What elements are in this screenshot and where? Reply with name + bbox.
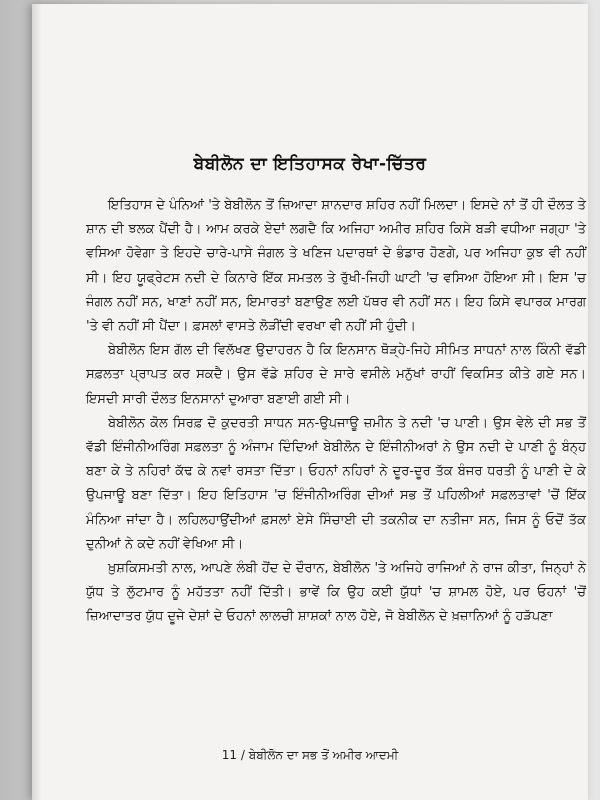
paragraph-1: ਇਤਿਹਾਸ ਦੇ ਪੰਨਿਆਂ 'ਤੇ ਬੇਬੀਲੋਨ ਤੋਂ ਜ਼ਿਆਦਾ ਸ਼ਾਨਦਾਰ ਸ਼ਹਿਰ ਨਹੀਂ ਮਿਲਦਾ। ਇਸਦੇ ਨਾਂ ਤੋਂ ਹੀ ਦੌਲਤ ਤੇ ਸ਼ਾਨ ਦੀ ਝਲਕ ਪੈਂਦੀ ਹੈ। ਆਮ ਕਰਕੇ ਏਦਾਂ ਲਗਦੈ ਕਿ ਅਜਿਹਾ ਅਮੀਰ ਸ਼ਹਿਰ ਕਿਸੇ ਬੜੀ ਵਧੀਆ ਜਗ੍ਹਾ 'ਤੇ ਵਸਿਆ ਹੋਵੇਗਾ ਤੇ ਇਹਦੇ ਚਾਰੇ-ਪਾਸੇ ਜੰਗਲ ਤੇ ਖਣਿਜ ਪਦਾਰਥਾਂ ਦੇ ਭੰਡਾਰ ਹੋਣਗੇ, ਪਰ ਅਜਿਹਾ ਕੁਝ ਵੀ ਨਹੀਂ ਸੀ। ਇਹ ਯੂਫ੍ਰੇਟਸ ਨਦੀ ਦੇ ਕਿਨਾਰੇ ਇੱਕ ਸਮਤਲ ਤੇ ਰੁੱਖੀ-ਜਿਹੀ ਘਾਟੀ 'ਚ ਵਸਿਆ ਹੋਇਆ ਸੀ। ਇਸ 'ਚ ਜੰਗਲ ਨਹੀਂ ਸਨ, ਖਾਣਾਂ ਨਹੀਂ ਸਨ, ਇਮਾਰਤਾਂ ਬਣਾਉਣ ਲਈ ਪੱਥਰ ਵੀ ਨਹੀਂ ਸਨ। ਇਹ ਕਿਸੇ ਵਪਾਰਕ ਮਾਰਗ 'ਤੇ ਵੀ ਨਹੀਂ ਸੀ ਪੈਂਦਾ। ਫ਼ਸਲਾਂ ਵਾਸਤੇ ਲੋੜੀਂਦੀ ਵਰਖਾ ਵੀ ਨਹੀਂ ਸੀ ਹੁੰਦੀ। bbox=[86, 198, 586, 335]
footer-separator: / bbox=[240, 748, 249, 762]
paragraph-2: ਬੇਬੀਲੋਨ ਇਸ ਗੱਲ ਦੀ ਵਿਲੱਖਣ ਉਦਾਹਰਨ ਹੈ ਕਿ ਇਨਸਾਨ ਥੋੜ੍ਹੇ-ਜਿਹੇ ਸੀਮਿਤ ਸਾਧਨਾਂ ਨਾਲ ਕਿੰਨੀ ਵੱਡੀ ਸਫ਼ਲਤਾ ਪ੍ਰਾਪਤ ਕਰ ਸਕਦੈ। ਉਸ ਵੱਡੇ ਸ਼ਹਿਰ ਦੇ ਸਾਰੇ ਵਸੀਲੇ ਮਨੁੱਖਾਂ ਰਾਹੀਂ ਵਿਕਸਿਤ ਕੀਤੇ ਗਏ ਸਨ। ਇਸਦੀ ਸਾਰੀ ਦੌਲਤ ਇਨਸਾਨਾਂ ਦੁਆਰਾ ਬਣਾਈ ਗਈ ਸੀ। bbox=[86, 343, 586, 407]
paragraph-4: ਖ਼ੁਸ਼ਕਿਸਮਤੀ ਨਾਲ, ਆਪਣੇ ਲੰਬੀ ਹੋਂਦ ਦੇ ਦੌਰਾਨ, ਬੇਬੀਲੋਨ 'ਤੇ ਅਜਿਹੇ ਰਾਜਿਆਂ ਨੇ ਰਾਜ ਕੀਤਾ, ਜਿਨ੍ਹਾਂ ਨੇ ਯੁੱਧ ਤੇ ਲੁੱਟਮਾਰ ਨੂੰ ਮਹੱਤਤਾ ਨਹੀਂ ਦਿੱਤੀ। ਭਾਵੇਂ ਕਿ ਉਹ ਕਈ ਯੁੱਧਾਂ 'ਚ ਸ਼ਾਮਲ ਹੋਏ, ਪਰ ਓਹਨਾਂ 'ਚੋਂ ਜ਼ਿਆਦਾਤਰ ਯੁੱਧ ਦੂਜੇ ਦੇਸ਼ਾਂ ਦੇ ਓਹਨਾਂ ਲਾਲਚੀ ਸ਼ਾਸ਼ਕਾਂ ਨਾਲ ਹੋਏ, ਜੋ ਬੇਬੀਲੋਨ ਦੇ ਖ਼ਜ਼ਾਨਿਆਂ ਨੂੰ ਹੜੱਪਣਾ bbox=[86, 561, 586, 625]
page-footer bbox=[32, 748, 588, 763]
book-title: ਬੇਬੀਲੋਨ ਦਾ ਸਭ ਤੋਂ ਅਮੀਰ ਆਦਮੀ bbox=[248, 748, 399, 762]
page-number: 11 bbox=[221, 748, 238, 762]
chapter-title: ਬੇਬੀਲੋਨ ਦਾ ਇਤਿਹਾਸਕ ਰੇਖਾ-ਚਿੱਤਰ bbox=[193, 154, 427, 174]
page-gutter-shadow bbox=[32, 4, 42, 800]
body-text bbox=[86, 194, 586, 630]
book-page bbox=[32, 4, 588, 800]
paragraph-3: ਬੇਬੀਲੋਨ ਕੋਲ ਸਿਰਫ਼ ਦੋ ਕੁਦਰਤੀ ਸਾਧਨ ਸਨ-ਉਪਜਾਊ ਜ਼ਮੀਨ ਤੇ ਨਦੀ 'ਚ ਪਾਣੀ। ਉਸ ਵੇਲੇ ਦੀ ਸਭ ਤੋਂ ਵੱਡੀ ਇੰਜੀਨੀਅਰਿੰਗ ਸਫ਼ਲਤਾ ਨੂੰ ਅੰਜਾਮ ਦਿੰਦਿਆਂ ਬੇਬੀਲੋਨ ਦੇ ਇੰਜੀਨੀਅਰਾਂ ਨੇ ਉਸ ਨਦੀ ਦੇ ਪਾਣੀ ਨੂੰ ਬੰਨ੍ਹ ਬਣਾ ਕੇ ਤੇ ਨਹਿਰਾਂ ਕੱਢ ਕੇ ਨਵਾਂ ਰਸਤਾ ਦਿੱਤਾ। ਓਹਨਾਂ ਨਹਿਰਾਂ ਨੇ ਦੂਰ-ਦੂਰ ਤੱਕ ਬੰਜਰ ਧਰਤੀ ਨੂੰ ਪਾਣੀ ਦੇ ਕੇ ਉਪਜਾਊ ਬਣਾ ਦਿੱਤਾ। ਇਹ ਇਤਿਹਾਸ 'ਚ ਇੰਜੀਨੀਅਰਿੰਗ ਦੀਆਂ ਸਭ ਤੋਂ ਪਹਿਲੀਆਂ ਸਫ਼ਲਤਾਵਾਂ 'ਚੋਂ ਇੱਕ ਮੰਨਿਆ ਜਾਂਦਾ ਹੈ। ਲਹਿਲਹਾਉਂਦੀਆਂ ਫ਼ਸਲਾਂ ਏਸੇ ਸਿੰਚਾਈ ਦੀ ਤਕਨੀਕ ਦਾ ਨਤੀਜਾ ਸਨ, ਜਿਸ ਨੂੰ ਓਦੋਂ ਤੱਕ ਦੁਨੀਆਂ ਨੇ ਕਦੇ ਨਹੀਂ ਵੇਖਿਆ ਸੀ। bbox=[86, 415, 586, 552]
